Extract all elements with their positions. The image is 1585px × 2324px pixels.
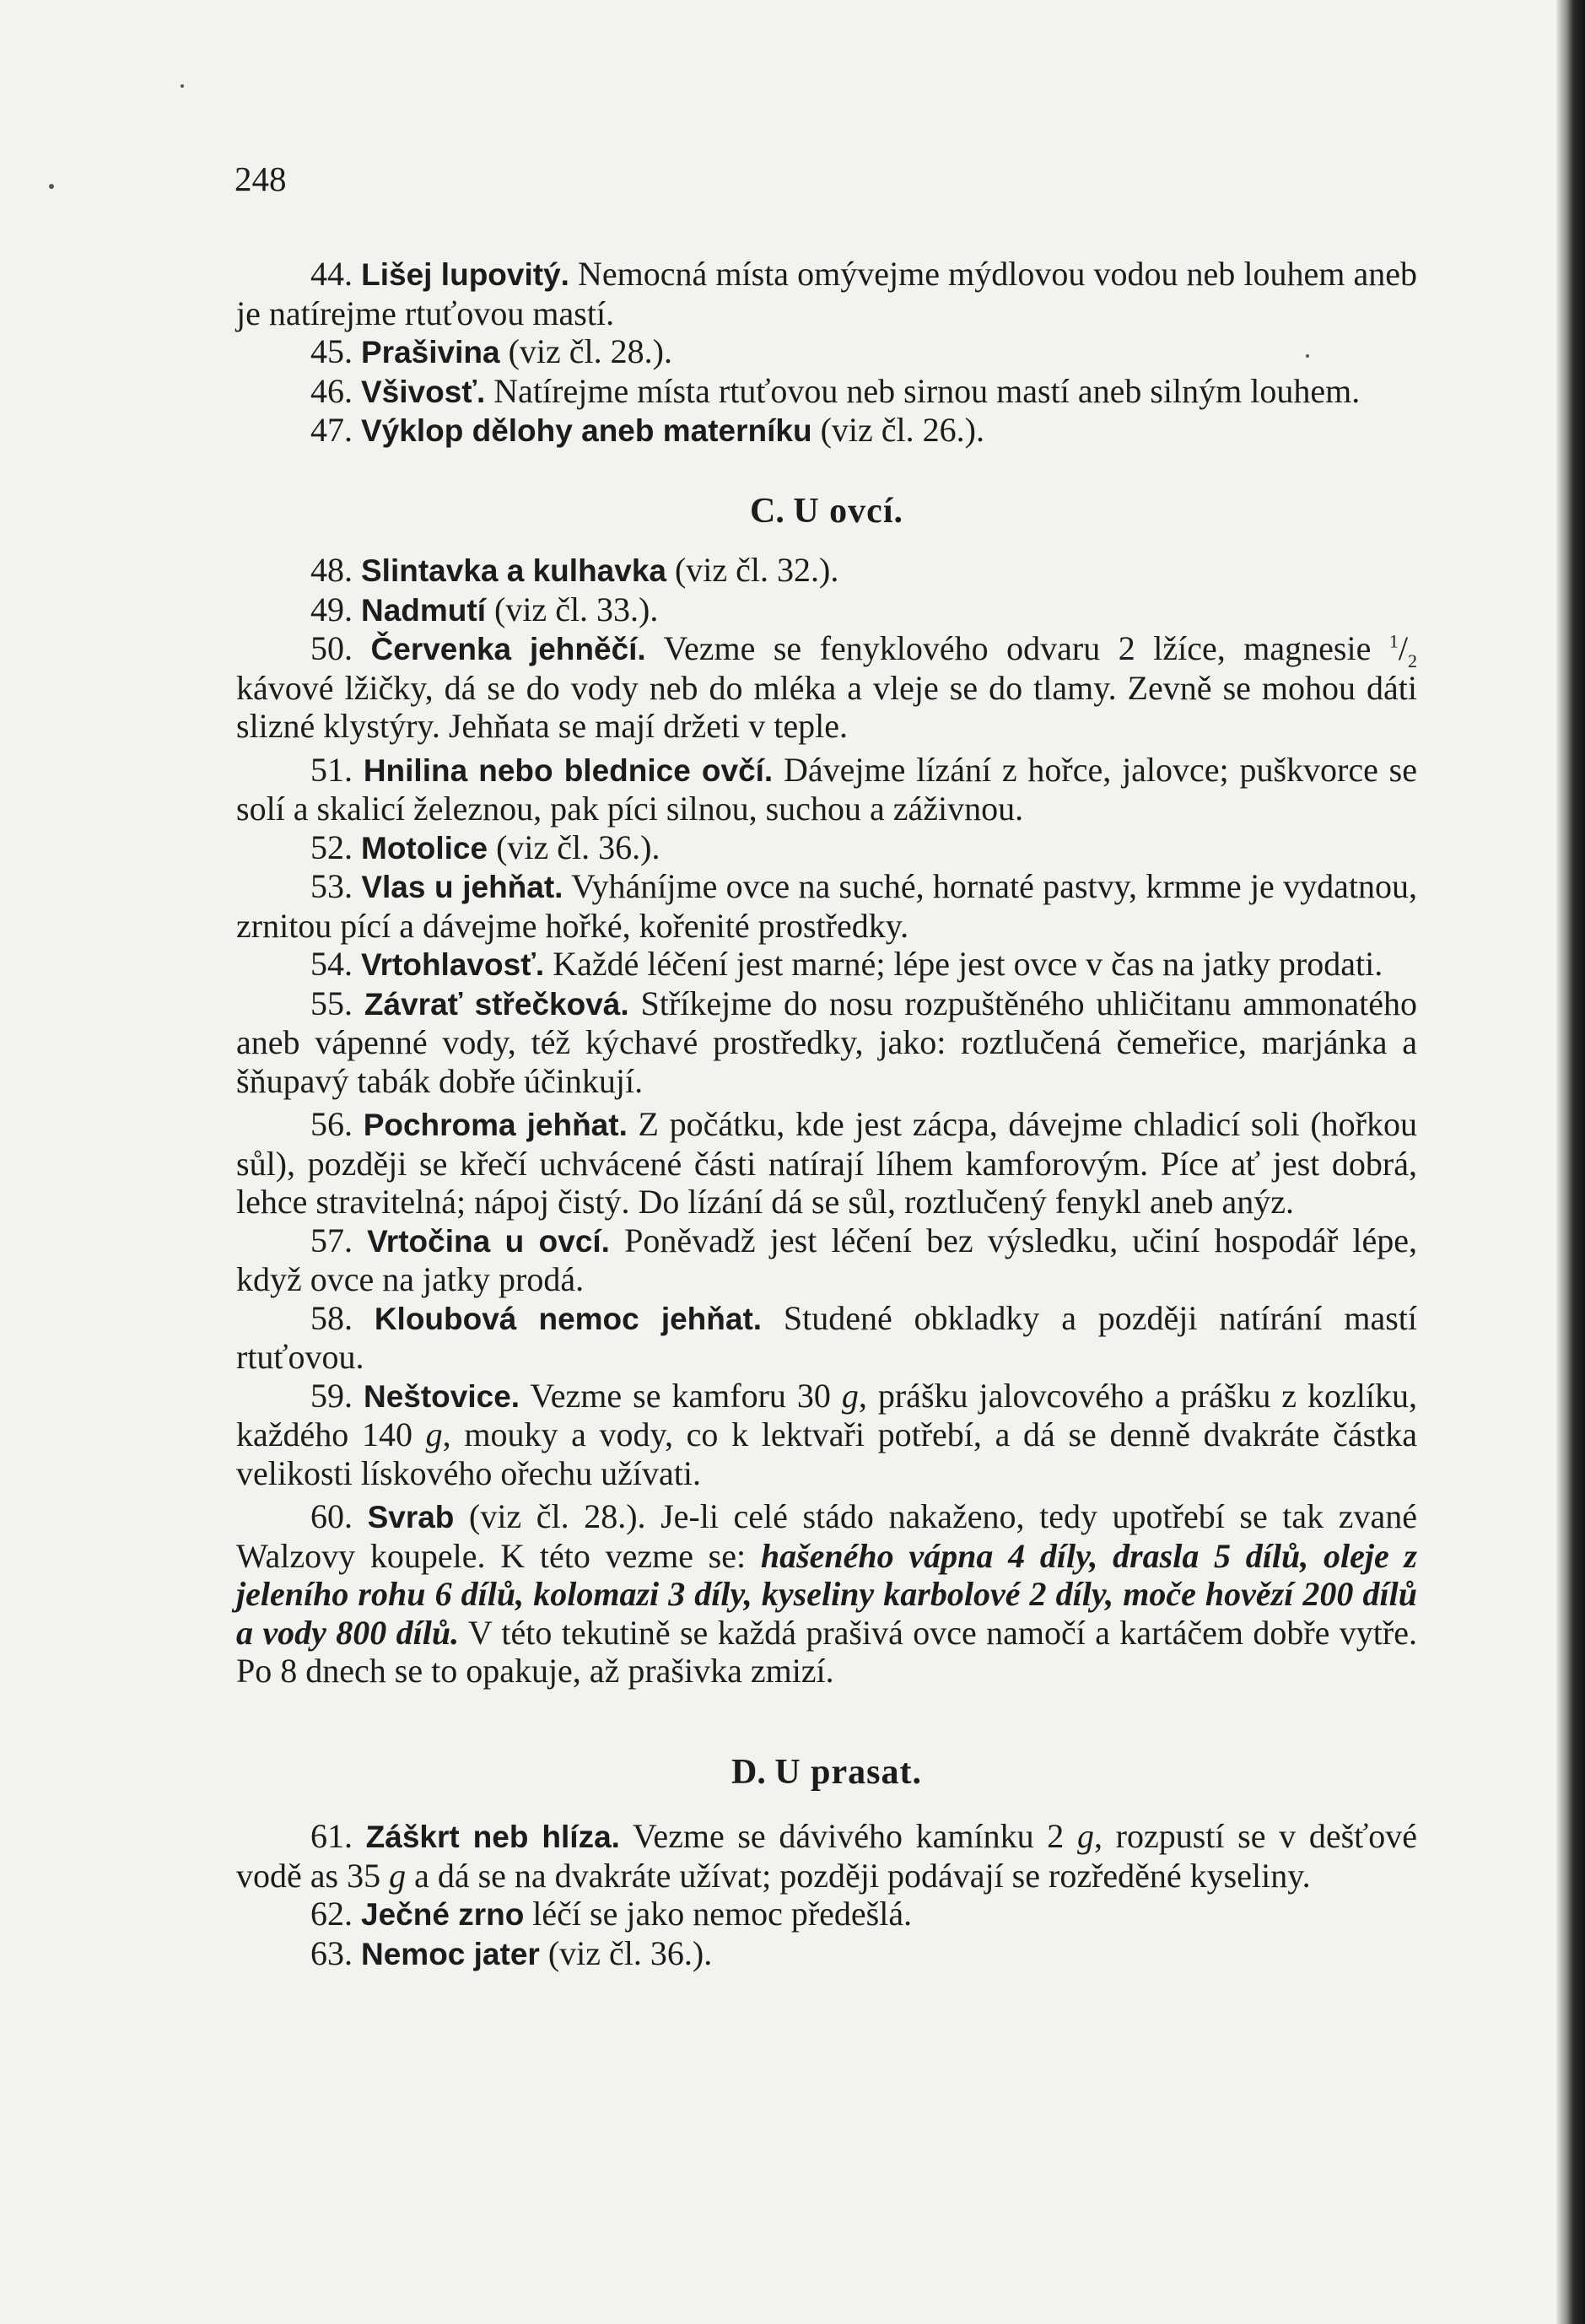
entry-term: Červenka jehněčí. [370, 632, 646, 666]
fraction-denominator: 2 [1408, 650, 1418, 671]
entry-term: Záškrt neb hlíza. [365, 1820, 620, 1854]
entry-50: 50. Červenka jehněčí. Vezme se fenyklového odvaru 2 lžíce, magnesie $^1/_2$ kávové lžičky, dá se do vody neb do mléka a vleje se do tlamy. Zevně se mohou dáti slizné klystýry. Jehňata se mají držeti v teple. [236, 629, 1418, 745]
entry-56: 56. Pochroma jehňat. Z počátku, kde jest zácpa, dávejme chladicí soli (hořkou sůl), později se křečí uchvácené části natírají líhem kamforovým. Píce ať jest dobrá, lehce stravitelná; nápoj čistý. Do lízání dá se sůl, roztlučený fenykl aneb anýz. [236, 1105, 1418, 1221]
entry-63: 63. Nemoc jater (viz čl. 36.). [310, 1933, 713, 1972]
entry-term: Svrab [367, 1500, 455, 1534]
entry-term: Výklop dělohy aneb materníku [361, 413, 812, 448]
entry-51: 51. Hnilina nebo blednice ovčí. Dávejme lízání z hořce, jalovce; puškvorce se solí a skalicí železnou, pak píci silnou, suchou a záživnou. [236, 750, 1417, 828]
entry-45: 45. Prašivina (viz čl. 28.). [310, 332, 672, 370]
entry-48: 48. Slintavka a kulhavka (viz čl. 32.). [310, 551, 839, 589]
scanned-page-edge [1556, 0, 1585, 2324]
entry-term: Ječné zrno [361, 1897, 525, 1932]
entry-60: 60. Svrab (viz čl. 28.). Je-li celé stádo nakaženo, tedy upotřebí se tak zvané Walzovy koupele. K této vezme se: hašeného vápna 4 díly, drasla 5 dílů, oleje z jeleního rohu 6 dílů, kolomazi 3 díly, kyseliny karbolové 2 díly, moče hovězí 200 dílů a vody 800 dílů. V této tekutině se každá prašivá ovce namočí a kartáčem dobře vytře. Po 8 dnech se to opakuje, až prašivka zmizí. [236, 1497, 1418, 1690]
entry-term: Nemoc jater [361, 1936, 540, 1971]
scan-speck [49, 184, 54, 189]
entry-53: 53. Vlas u jehňat. Vyháníjme ovce na suché, hornaté pastvy, krmme je vydatnou, zrnitou pící a dávejme hořké, kořenité prostředky. [236, 867, 1417, 945]
page-number: 248 [235, 159, 287, 198]
entry-44: 44. Lišej lupovitý. Nemocná místa omývejme mýdlovou vodou neb louhem aneb je natírejme rtuťovou mastí. [236, 255, 1418, 332]
entry-54: 54. Vrtohlavosť. Každé léčení jest marné; lépe jest ovce v čas na jatky prodati. [310, 945, 1383, 983]
entry-57: 57. Vrtočina u ovcí. Poněvadž jest léčení bez výsledku, učiní hospodář lépe, když ovce na jatky prodá. [236, 1221, 1417, 1298]
entry-term: Neštovice. [363, 1378, 520, 1414]
entry-term: Lišej lupovitý. [361, 257, 569, 292]
entry-term: Kloubová nemoc jehňat. [374, 1301, 763, 1336]
page-body [236, 255, 1417, 1973]
entry-term: Motolice [361, 830, 488, 865]
scan-speck [181, 84, 184, 88]
entry-term: Slintavka a kulhavka [361, 553, 666, 588]
entry-term: Vrtočina u ovcí. [367, 1223, 610, 1259]
entry-62: 62. Ječné zrno léčí se jako nemoc předešlá. [310, 1895, 913, 1933]
entry-58: 58. Kloubová nemoc jehňat. Studené obkladky a později natírání mastí rtuťovou. [236, 1298, 1417, 1376]
fraction-numerator: 1 [1388, 630, 1399, 652]
entry-49: 49. Nadmutí (viz čl. 33.). [310, 590, 659, 628]
entry-59: 59. Neštovice. Vezme se kamforu 30 g, prášku jalovcového a prášku z kozlíku, každého 140 g, mouky a vody, co k lektvaři potřebí, a dá se denně dvakráte částka velikosti lískového ořechu užívati. [236, 1376, 1418, 1492]
entry-47: 47. Výklop dělohy aneb materníku (viz čl. 26.). [310, 411, 984, 449]
entry-term: Vrtohlavosť. [361, 947, 545, 982]
entry-term: Závrať střečková. [364, 986, 629, 1022]
section-heading-pigs: D. U prasat. [731, 1752, 922, 1792]
entry-46: 46. Všivosť. Natírejme místa rtuťovou neb sirnou mastí aneb silným louhem. [310, 371, 1361, 410]
entry-term: Hnilina nebo blednice ovčí. [363, 752, 774, 788]
entry-term: Pochroma jehňat. [363, 1108, 628, 1142]
entry-52: 52. Motolice (viz čl. 36.). [310, 828, 660, 866]
entry-term: Nadmutí [361, 592, 486, 628]
entry-term: Všivosť. [361, 374, 486, 409]
entry-term: Vlas u jehňat. [361, 870, 563, 904]
entry-61: 61. Záškrt neb hlíza. Vezme se dávivého kamínku 2 g, rozpustí se v dešťové vodě as 35 g a dá se na dvakráte užívat; později podávají se rozředěné kyseliny. [236, 1817, 1417, 1895]
entry-term: Prašivina [361, 335, 500, 369]
recipe-ingredients: hašeného vápna 4 díly, drasla 5 dílů, oleje z jeleního rohu 6 dílů, kolomazi 3 díly, kyseliny karbolové 2 díly, moče hovězí 200 dílů a vody 800 dílů. [236, 1536, 1418, 1652]
section-heading-sheep: C. U ovcí. [750, 491, 903, 531]
entry-55: 55. Závrať střečková. Stříkejme do nosu rozpuštěného uhličitanu ammonatého aneb vápenné vody, též kýchavé prostředky, jako: roztlučená čemeřice, marjánka a šňupavý tabák dobře účinkují. [236, 984, 1418, 1100]
